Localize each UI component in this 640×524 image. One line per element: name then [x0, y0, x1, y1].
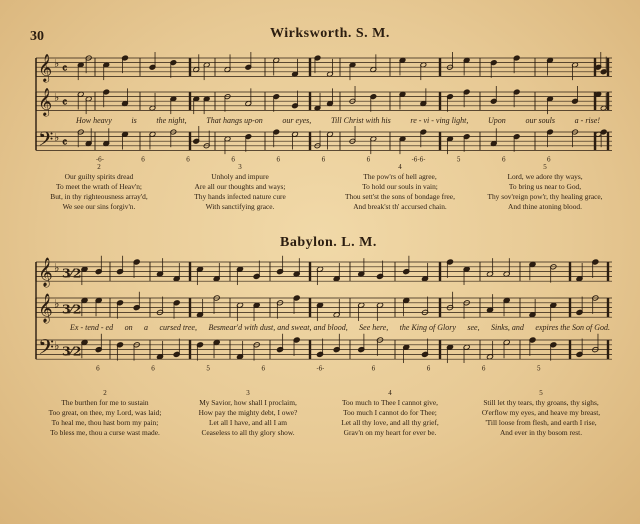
treble-clef-icon: 𝄞: [38, 257, 53, 287]
verse-line: 'Till loose from flesh, and earth I rise,: [485, 418, 597, 427]
verse-line: But, in thy righteousness array'd,: [50, 192, 148, 201]
verse-line: Are all our thoughts and ways;: [194, 182, 286, 191]
verse-number: 3: [246, 389, 250, 397]
figured-bass-label: 6: [321, 156, 326, 164]
figured-bass-label: 6: [231, 156, 236, 164]
verse-number: 2: [97, 163, 101, 171]
time-signature: 3⁄2: [62, 265, 82, 281]
lyric-syllable: our souls: [525, 116, 555, 125]
figured-bass-label: 5: [536, 365, 541, 373]
figured-bass-label: 6: [261, 365, 266, 373]
lyric-syllable: Besmear'd with dust, and sweat, and blood,: [208, 323, 348, 332]
figured-bass-label: 6: [141, 156, 145, 164]
verse-line: Still let thy tears, thy groans, thy sighs,: [483, 398, 599, 407]
lyric-syllable: re - vi - ving light,: [410, 116, 469, 125]
figured-bass-label: 6: [276, 156, 281, 164]
verse-line: Too great, on thee, my Lord, was laid;: [48, 408, 162, 417]
figured-bass-label: 6: [186, 156, 191, 164]
lyric-syllable: Sinks, and: [491, 323, 524, 332]
lyric-syllable: see,: [467, 323, 480, 332]
flat-key-signature-icon: ♭: [54, 338, 60, 353]
figured-bass-label: 6: [96, 365, 100, 373]
treble-clef-icon: 𝄞: [38, 87, 53, 116]
verse-line: And thine atoning blood.: [508, 202, 582, 211]
lyrics-line-wirksworth: [76, 116, 600, 125]
verse-line: My Savior, how shall I proclaim,: [199, 398, 297, 407]
time-signature: 3⁄2: [62, 343, 82, 359]
lyric-syllable: the night,: [156, 116, 187, 125]
lyric-syllable: Upon: [488, 116, 506, 125]
figured-bass-label: -6-: [316, 365, 325, 373]
time-signature: 3⁄2: [62, 301, 82, 317]
verse-block: [30, 388, 180, 438]
lyric-syllable: a: [144, 323, 149, 332]
verse-line: Our guilty spirits dread: [64, 172, 134, 181]
verse-line: Unholy and impure: [211, 172, 269, 181]
verse-line: Thy sov'reign pow'r, thy healing grace,: [487, 192, 603, 201]
figured-bass-label: 6: [481, 365, 486, 373]
figured-bass-label: 6: [426, 365, 431, 373]
lyric-syllable: a - rise!: [574, 116, 600, 125]
verse-line: How pay the mighty debt, I owe?: [198, 408, 298, 417]
hymn-title-wirksworth: Wirksworth. S. M.: [270, 26, 390, 41]
verse-line: To heal me, thou hast born my pain;: [51, 418, 159, 427]
verse-line: Lord, we adore thy ways,: [507, 172, 583, 181]
verse-line: To meet the wrath of Heav'n;: [56, 182, 142, 191]
verse-line: To bless me, thou a curse wast made.: [50, 428, 160, 437]
verse-line: Ceaseless to all thy glory show.: [201, 428, 295, 437]
lyric-syllable: is: [131, 116, 137, 125]
lyric-syllable: cursed tree,: [159, 323, 197, 332]
verse-line: The pow'rs of hell agree,: [363, 172, 437, 181]
verse-number: 2: [103, 389, 107, 397]
bass-clef-icon: 𝄢: [38, 127, 54, 156]
verse-line: Let all thy love, and all thy grief,: [341, 418, 439, 427]
verse-number: 5: [543, 163, 547, 171]
verse-line: To bring us near to God,: [508, 182, 582, 191]
figured-bass-label: 6: [371, 365, 376, 373]
bass-clef-icon: 𝄢: [38, 335, 55, 365]
figured-bass-label: 6: [151, 365, 155, 373]
time-signature: 𝄴: [62, 95, 68, 110]
treble-clef-icon: 𝄞: [38, 293, 53, 323]
figured-bass-label: -6-6-: [411, 156, 426, 164]
flat-key-signature-icon: ♭: [54, 296, 60, 311]
hymn-title-babylon: Babylon. L. M.: [280, 235, 377, 250]
lyric-syllable: Till Christ with his: [330, 116, 391, 125]
lyric-syllable: That hangs up-on: [206, 116, 263, 125]
lyrics-line-babylon: [70, 323, 610, 332]
lyric-syllable: on: [124, 323, 133, 332]
verse-block: [24, 162, 174, 212]
time-signature: 𝄴: [62, 135, 68, 150]
verse-line: And break'st th' accursed chain.: [353, 202, 447, 211]
verse-line: To hold our souls in vain;: [362, 182, 438, 191]
verse-line: We see our sins forgiv'n.: [62, 202, 136, 211]
verse-line: O'erflow my eyes, and heave my breast,: [481, 408, 601, 417]
verse-line: Too much I cannot do for Thee;: [343, 408, 437, 417]
verse-line: Too much to Thee I cannot give,: [341, 398, 438, 407]
verse-number: 4: [388, 389, 392, 397]
flat-key-signature-icon: ♭: [54, 57, 60, 71]
verse-block: [462, 388, 620, 438]
verse-line: With sanctifying grace.: [205, 202, 275, 211]
verse-block: [325, 162, 475, 212]
figured-bass-label: 6: [501, 156, 506, 164]
page-number: 30: [30, 29, 44, 44]
lyric-syllable: How heavy: [76, 116, 112, 125]
treble-clef-icon: 𝄞: [38, 53, 53, 82]
lyric-syllable: See here,: [359, 323, 389, 332]
verse-block: [320, 388, 460, 438]
figured-bass-label: -6-: [96, 156, 104, 164]
flat-key-signature-icon: ♭: [54, 260, 60, 275]
lyric-syllable: Ex - tend - ed: [70, 323, 114, 332]
flat-key-signature-icon: ♭: [54, 91, 60, 105]
lyric-syllable: the King of Glory: [399, 323, 456, 332]
figured-bass-label: 5: [206, 365, 211, 373]
verse-block: [170, 162, 310, 212]
lyric-syllable: expires the Son of God.: [535, 323, 610, 332]
verse-line: Thou sett'st the sons of bondage free,: [345, 192, 455, 201]
time-signature: 𝄴: [62, 61, 68, 76]
verse-line: Grav'n on my heart for ever be.: [343, 428, 437, 437]
lyric-syllable: our eyes,: [282, 116, 312, 125]
figured-bass-label: 6: [546, 156, 551, 164]
flat-key-signature-icon: ♭: [54, 131, 60, 145]
verse-number: 5: [539, 389, 543, 397]
verse-line: Thy hands infected nature cure: [194, 192, 286, 201]
verse-line: Let all I have, and all I am: [209, 418, 287, 427]
verse-block: [178, 388, 318, 438]
verse-line: The burthen for me to sustain: [61, 398, 149, 407]
verse-line: And ever in thy bosom rest.: [499, 428, 583, 437]
verse-number: 4: [398, 163, 402, 171]
verse-number: 3: [238, 163, 242, 171]
verse-block: [470, 162, 620, 212]
figured-bass-label: 5: [456, 156, 461, 164]
figured-bass-label: 6: [366, 156, 371, 164]
